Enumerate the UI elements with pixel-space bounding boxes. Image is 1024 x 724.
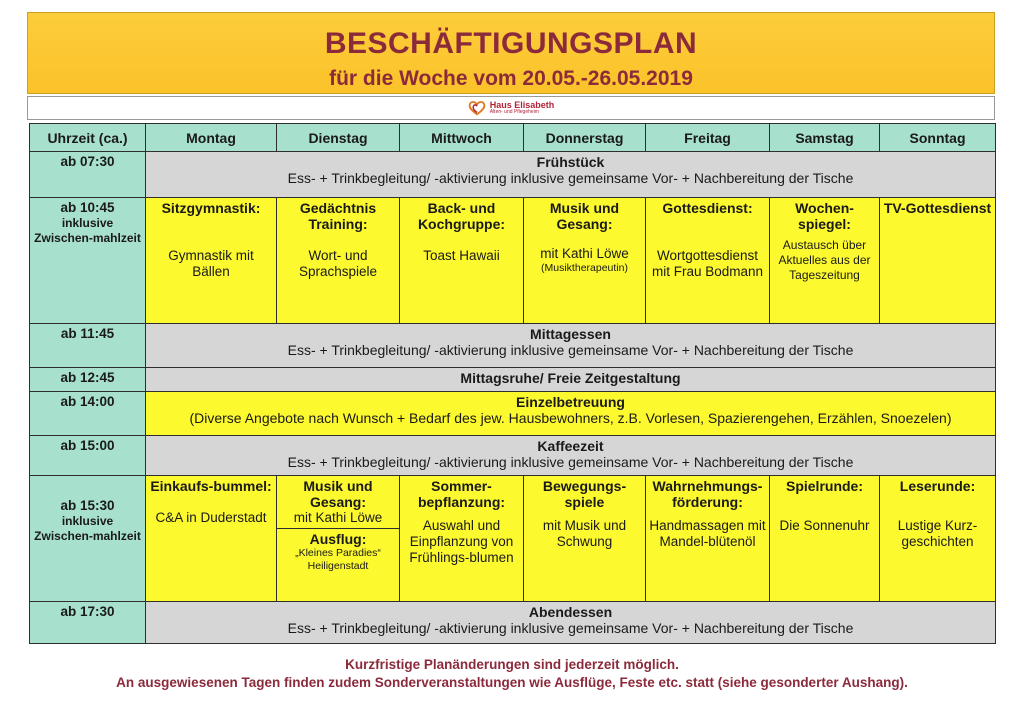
time-cell [30, 476, 146, 602]
activity-note: (Musiktherapeutin) [541, 262, 628, 274]
meal-title: Mittagessen [530, 326, 611, 342]
activity-saturday-morning [770, 198, 880, 324]
col-header-thursday: Donnerstag [524, 124, 646, 152]
activity-title: Bewegungs-spiele [542, 478, 627, 510]
activity-title: Spielrunde: [785, 478, 863, 494]
activity-wednesday-afternoon [400, 476, 524, 602]
activity-title: Leserunde: [899, 478, 976, 494]
activity-saturday-afternoon [770, 476, 880, 602]
col-header-monday: Montag [146, 124, 277, 152]
meal-title: Abendessen [528, 604, 613, 620]
logo-name: Haus Elisabeth [489, 100, 555, 110]
rest-title: Mittagsruhe/ Freie Zeitgestaltung [460, 370, 681, 386]
activity-monday-afternoon [146, 476, 277, 602]
activity-desc: Toast Hawaii [423, 248, 500, 263]
footer-line-2: An ausgewiesenen Tagen finden zudem Sonderveranstaltungen wie Ausflüge, Feste etc. statt (siehe gesonderter Aushang). [116, 675, 908, 690]
activity-desc: Lustige Kurz-geschichten [897, 518, 978, 549]
row-mittagessen [30, 324, 996, 368]
meal-cell-mittagessen [146, 324, 996, 368]
col-header-saturday: Samstag [770, 124, 880, 152]
time-extra: inklusive Zwischen-mahlzeit [34, 514, 141, 543]
activity-sunday-morning [880, 198, 996, 324]
activity-desc: mit Kathi Löwe [540, 246, 629, 261]
activity-sunday-afternoon [880, 476, 996, 602]
row-einzel [30, 392, 996, 436]
row-morning [30, 198, 996, 324]
meal-note: Ess- + Trinkbegleitung/ -aktivierung inklusive gemeinsame Vor- + Nachbereitung der Tische [287, 342, 854, 358]
meal-title: Frühstück [536, 154, 605, 170]
header-banner [27, 12, 995, 94]
activity-desc: Wort- und Sprachspiele [298, 248, 378, 279]
activity-thursday-afternoon [524, 476, 646, 602]
col-header-friday: Freitag [646, 124, 770, 152]
logo-tagline: Alten- und Pflegeheim [489, 109, 539, 115]
activity-monday-morning [146, 198, 277, 324]
header-row [30, 124, 996, 152]
row-abendessen [30, 602, 996, 644]
col-header-tuesday: Dienstag [277, 124, 400, 152]
excursion-place: „Kleines Paradies“ [295, 547, 381, 559]
row-kaffee [30, 436, 996, 476]
meal-cell-kaffee [146, 436, 996, 476]
activity-desc: Handmassagen mit Mandel-blütenöl [649, 518, 766, 549]
meal-note: Ess- + Trinkbegleitung/ -aktivierung inklusive gemeinsame Vor- + Nachbereitung der Tische [287, 170, 854, 186]
time-cell: ab 07:30 [30, 152, 146, 198]
heart-logo-icon [468, 99, 486, 117]
col-header-time: Uhrzeit (ca.) [30, 124, 146, 152]
time-cell: ab 12:45 [30, 368, 146, 392]
meal-note: Ess- + Trinkbegleitung/ -aktivierung inklusive gemeinsame Vor- + Nachbereitung der Tische [287, 620, 854, 636]
activity-desc: Auswahl und Einpflanzung von Frühlings-blumen [409, 518, 514, 565]
row-fruehstueck [30, 152, 996, 198]
meal-note: Ess- + Trinkbegleitung/ -aktivierung inklusive gemeinsame Vor- + Nachbereitung der Tische [287, 454, 854, 470]
activity-friday-morning [646, 198, 770, 324]
care-title: Einzelbetreuung [516, 394, 625, 410]
time-extra: inklusive Zwischen-mahlzeit [34, 216, 141, 245]
activity-title: Gottesdienst: [662, 200, 753, 216]
time-cell [30, 198, 146, 324]
footer-notice [0, 656, 1024, 692]
rest-cell [146, 368, 996, 392]
meal-title: Kaffeezeit [537, 438, 604, 454]
activity-tuesday-afternoon [277, 476, 400, 602]
care-desc: (Diverse Angebote nach Wunsch + Bedarf des jew. Hausbewohners, z.B. Vorlesen, Spazierengehen, Erzählen, Snoezelen) [189, 410, 952, 426]
individual-care-cell [146, 392, 996, 436]
time-cell: ab 14:00 [30, 392, 146, 436]
activity-desc: mit Musik und Schwung [542, 518, 627, 549]
row-mittagsruhe [30, 368, 996, 392]
activity-desc: Austausch über Aktuelles aus der Tageszeitung [778, 238, 871, 282]
excursion-title: Ausflug: [309, 531, 367, 547]
activity-title: Back- und Kochgruppe: [417, 200, 506, 232]
activity-title: Gedächtnis Training: [299, 200, 377, 232]
activity-friday-afternoon [646, 476, 770, 602]
col-header-wednesday: Mittwoch [400, 124, 524, 152]
col-header-sunday: Sonntag [880, 124, 996, 152]
activity-desc: Gymnastik mit Bällen [168, 248, 254, 279]
activity-title: TV-Gottesdienst [883, 200, 992, 216]
excursion-town: Heiligenstadt [307, 560, 369, 572]
time-label: ab 10:45 [60, 200, 115, 215]
activity-title: Musik und Gesang: [549, 200, 620, 232]
time-cell: ab 11:45 [30, 324, 146, 368]
activity-title: Einkaufs-bummel: [150, 478, 272, 494]
activity-thursday-morning [524, 198, 646, 324]
footer-line-1: Kurzfristige Planänderungen sind jederzeit möglich. [345, 657, 679, 672]
time-cell: ab 17:30 [30, 602, 146, 644]
activity-wednesday-morning [400, 198, 524, 324]
activity-tuesday-morning [277, 198, 400, 324]
activity-title: Musik und Gesang: [303, 478, 373, 510]
time-label: ab 15:30 [60, 498, 115, 513]
activity-desc: C&A in Duderstadt [155, 510, 267, 525]
page-title: BESCHÄFTIGUNGSPLAN [324, 27, 698, 60]
schedule-table [29, 123, 996, 644]
activity-desc: Wortgottesdienst mit Frau Bodmann [651, 248, 764, 279]
meal-cell-fruehstueck [146, 152, 996, 198]
activity-title: Wochen-spiegel: [795, 200, 854, 232]
activity-desc: mit Kathi Löwe [293, 510, 383, 525]
logo-strip [27, 96, 995, 120]
activity-title: Sitzgymnastik: [161, 200, 261, 216]
activity-desc: Die Sonnenuhr [779, 518, 870, 533]
activity-title: Sommer-bepflanzung: [417, 478, 506, 510]
time-cell: ab 15:00 [30, 436, 146, 476]
meal-cell-abendessen [146, 602, 996, 644]
row-afternoon [30, 476, 996, 602]
activity-title: Wahrnehmungs-förderung: [652, 478, 763, 510]
page-subtitle: für die Woche vom 20.05.-26.05.2019 [329, 67, 693, 90]
